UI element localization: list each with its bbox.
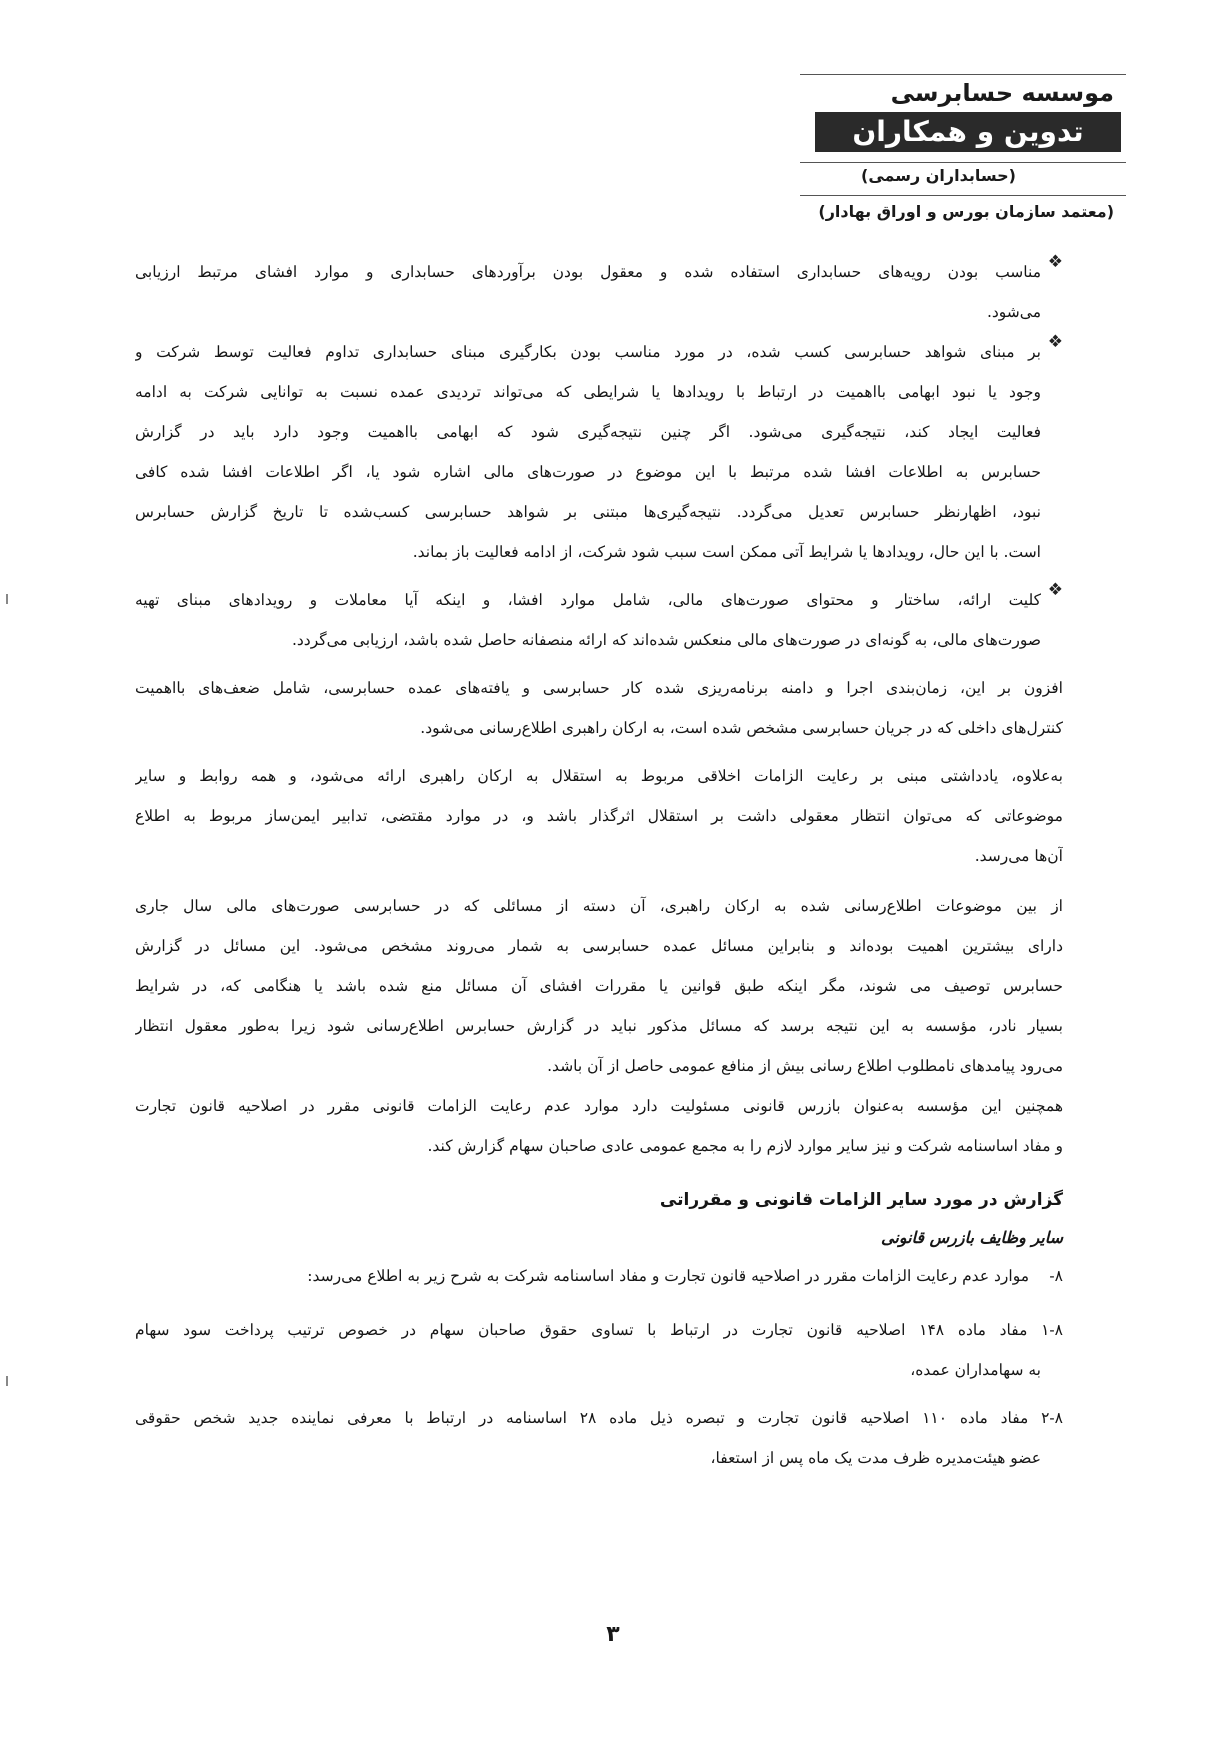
text-line: و مفاد اساسنامه شرکت و نیز سایر موارد لازم را به مجمع عمومی عادی صاحبان سهام گزارش کند. [427,1137,1063,1155]
item-8-2 [135,1398,1063,1478]
paragraph-independence [135,756,1063,876]
bullet-diamond-icon: ❖ [1047,332,1063,352]
text-line: نبود، اظهارنظر حسابرس تعدیل می‌گردد. نتیجه‌گیری‌ها مبتنی بر شواهد حسابرسی کسب‌شده تا تاریخ گزارش حسابرس [135,503,1041,521]
text-line: کلیت ارائه، ساختار و محتوای صورت‌های مالی، شامل موارد افشا، و اینکه آیا معاملات و رویدادهای مبنای تهیه [135,591,1041,609]
page-number: ۳ [606,1622,620,1647]
section-heading: گزارش در مورد سایر الزامات قانونی و مقرراتی [659,1190,1063,1210]
text-line: است. با این حال، رویدادها یا شرایط آتی ممکن است سبب شود شرکت، از ادامه فعالیت باز بماند. [412,543,1041,561]
text-line: وجود یا نبود ابهامی بااهمیت در ارتباط با رویدادها یا شرایطی که می‌تواند تردیدی عمده نسبت به توانایی شرکت به ادامه [135,383,1041,401]
text-line: دارای بیشترین اهمیت بوده‌اند و بنابراین مسائل عمده حسابرسی به شمار می‌روند مشخص می‌شود. این مسائل در گزارش [135,937,1063,955]
section-subheading: سایر وظایف بازرس قانونی [881,1228,1063,1247]
scan-margin-mark [6,594,8,604]
text-line: از بین موضوعات اطلاع‌رسانی شده به ارکان راهبری، آن دسته از مسائلی که در حسابرسی صورت‌های مالی سال جاری [135,897,1063,915]
firm-subtitle-trusted: (معتمد سازمان بورس و اوراق بهادار) [818,202,1114,221]
firm-name-line1: موسسه حسابرسی [890,79,1114,107]
text-line: می‌شود. [986,303,1041,321]
text-line: موضوعاتی که می‌توان انتظار معقولی داشت بر استقلال اثرگذار باشد و، در موارد مقتضی، تدابیر ایمن‌ساز مربوط به اطلاع [135,807,1063,825]
text-line: مناسب بودن رویه‌های حسابداری استفاده شده و معقول بودن برآوردهای حسابداری و موارد افشای مرتبط ارزیابی [135,263,1041,281]
text-line: به‌علاوه، یادداشتی مبنی بر رعایت الزامات اخلاقی مربوط به استقلال به ارکان راهبری ارائه می‌شود، و همه روابط و سایر [135,767,1063,785]
text-line: به سهامداران عمده، [910,1361,1041,1379]
spacer [135,1296,1063,1310]
text-line: می‌رود پیامدهای نامطلوب اطلاع رسانی بیش از منافع عمومی حاصل از آن باشد. [547,1057,1063,1075]
text-line: ۲-۸ مفاد ماده ۱۱۰ اصلاحیه قانون تجارت و تبصره ذیل ماده ۲۸ اساسنامه در ارتباط با معرفی نماینده جدید شخص حقوقی [135,1409,1063,1427]
text-line: حسابرس به اطلاعات افشا شده مرتبط با این موضوع در صورت‌های مالی اشاره شود یا، اگر اطلاعات افشا شده کافی [135,463,1041,481]
paragraph-key-audit-matters [135,886,1063,1086]
bullet-overall-presentation [135,580,1063,660]
bullet-accounting-policies [135,252,1063,332]
spacer [135,572,1063,580]
item-8-1 [135,1310,1063,1390]
text-line: موارد عدم رعایت الزامات مقرر در اصلاحیه قانون تجارت و مفاد اساسنامه شرکت به شرح زیر به اطلاع می‌رسد: [307,1267,1029,1285]
spacer [135,748,1063,756]
text-line: صورت‌های مالی، به گونه‌ای در صورت‌های مالی منعکس شده‌اند که ارائه منصفانه حاصل شده باشد، ارزیابی می‌گردد. [291,631,1041,649]
text-line: افزون بر این، زمان‌بندی اجرا و دامنه برنامه‌ریزی شده کار حسابرسی و یافته‌های عمده حسابرسی، شامل ضعف‌های بااهمیت [135,679,1063,697]
firm-subtitle-official: (حسابداران رسمی) [861,166,1016,185]
item-8 [135,1256,1063,1296]
text-line: آن‌ها می‌رسد. [974,847,1063,865]
spacer [135,1166,1063,1180]
text-line: ۱-۸ مفاد ماده ۱۴۸ اصلاحیه قانون تجارت در ارتباط با تساوی حقوق صاحبان سهام در خصوص ترتیب پرداخت سود سهام [135,1321,1063,1339]
bullet-going-concern [135,332,1063,572]
logo-top-rule [800,74,1126,75]
spacer [135,876,1063,886]
firm-name-band [815,112,1121,152]
firm-name-line2: تدوین و همکاران [852,115,1084,148]
paragraph-audit-scope [135,668,1063,748]
bullet-diamond-icon: ❖ [1047,580,1063,600]
text-line: بر مبنای شواهد حسابرسی کسب شده، در مورد مناسب بودن بکارگیری مبنای حسابداری تداوم فعالیت توسط شرکت و [135,343,1041,361]
bullet-diamond-icon: ❖ [1047,252,1063,272]
text-line: عضو هیئت‌مدیره ظرف مدت یک ماه پس از استعفا، [710,1449,1041,1467]
spacer [135,1390,1063,1398]
paragraph-legal-inspector [135,1086,1063,1166]
report-body [135,252,1063,1478]
text-line: حسابرس توصیف می شوند، مگر اینکه طبق قوانین یا مقررات افشای آن مسائل منع شده باشد یا هنگامی که، در شرایط [135,977,1063,995]
spacer [135,660,1063,668]
logo-middle-rule [800,162,1126,163]
logo-lower-rule [800,195,1126,196]
text-line: فعالیت ایجاد کند، نتیجه‌گیری می‌شود. اگر چنین نتیجه‌گیری شود که ابهامی بااهمیت وجود دارد باید در گزارش [135,423,1041,441]
item-number: ۸- [1049,1267,1063,1285]
text-line: همچنین این مؤسسه به‌عنوان بازرس قانونی مسئولیت دارد موارد عدم رعایت الزامات قانونی مقرر در اصلاحیه قانون تجارت [135,1097,1063,1115]
text-line: کنترل‌های داخلی که در جریان حسابرسی مشخص شده است، به ارکان راهبری اطلاع‌رسانی می‌شود. [420,719,1063,737]
scan-margin-mark [6,1376,8,1386]
text-line: بسیار نادر، مؤسسه به این نتیجه برسد که مسائل مذکور نباید در گزارش حسابرس اطلاع‌رسانی شود زیرا به‌طور معقول انتظار [135,1017,1063,1035]
